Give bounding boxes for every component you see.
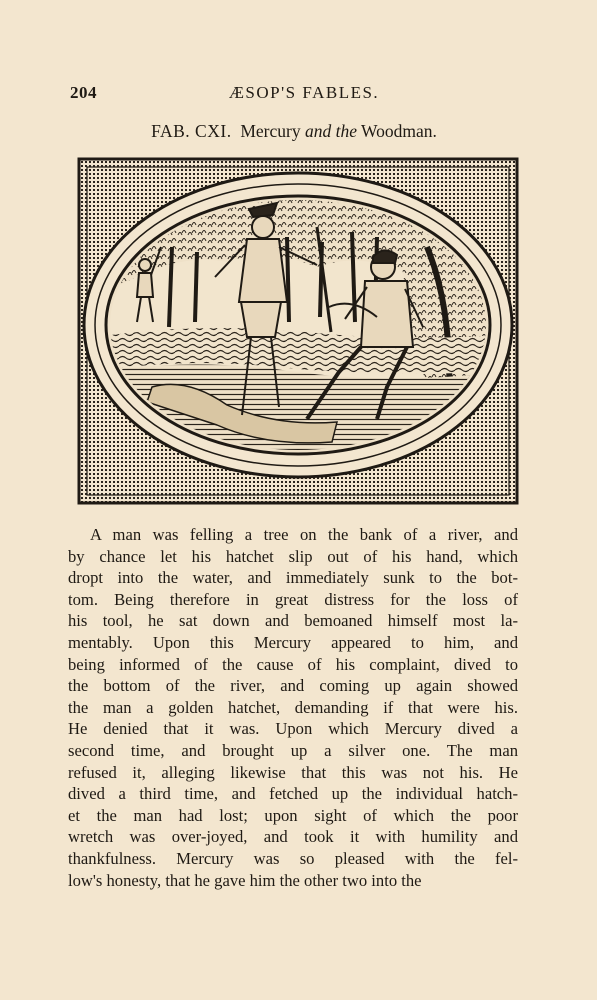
fable-title-woodman: Woodman.	[361, 121, 437, 141]
running-title: ÆSOP'S FABLES.	[228, 83, 380, 102]
fable-title-connector: and the	[304, 121, 357, 141]
body-line: A man was felling a tree on the bank of a river, and	[90, 525, 518, 544]
body-line: thankfulness. Mercury was so pleased with the fel-	[68, 848, 518, 868]
body-line: mentably. Upon this Mercury appeared to him, and	[68, 632, 518, 652]
woodcut-image	[77, 157, 519, 507]
body-line: tom. Being therefore in great distress for the loss of	[68, 589, 518, 609]
body-line: second time, and brought up a silver one. The man	[68, 740, 518, 760]
body-line: the bottom of the river, and coming up again showed	[68, 676, 518, 696]
body-line: et the man had lost; upon sight of which the poor	[68, 805, 518, 825]
body-line: his tool, he sat down and bemoaned himself most la-	[68, 611, 518, 631]
body-line: dived a third time, and fetched up the individual hatch-	[68, 784, 518, 804]
body-line: refused it, alleging likewise that this was not his. He	[68, 762, 518, 782]
page-number: 204	[70, 83, 97, 102]
fable-title	[70, 121, 518, 142]
woodcut-illustration	[77, 157, 519, 507]
page-header	[70, 83, 518, 107]
body-line: dropt into the water, and immediately sunk to the bot-	[68, 568, 518, 588]
body-line: the man a golden hatchet, demanding if that were his.	[68, 697, 518, 717]
body-line: being informed of the cause of his complaint, dived to	[68, 654, 518, 674]
fable-number: FAB. CXI.	[151, 121, 232, 141]
body-line: He denied that it was. Upon which Mercury dived a	[68, 719, 518, 739]
body-line: wretch was over-joyed, and took it with humility and	[68, 827, 518, 847]
fable-title-mercury: Mercury	[240, 121, 301, 141]
fable-body	[68, 524, 518, 891]
body-line: low's honesty, that he gave him the other two into the	[68, 870, 422, 890]
body-line: by chance let his hatchet slip out of his hand, which	[68, 546, 518, 566]
